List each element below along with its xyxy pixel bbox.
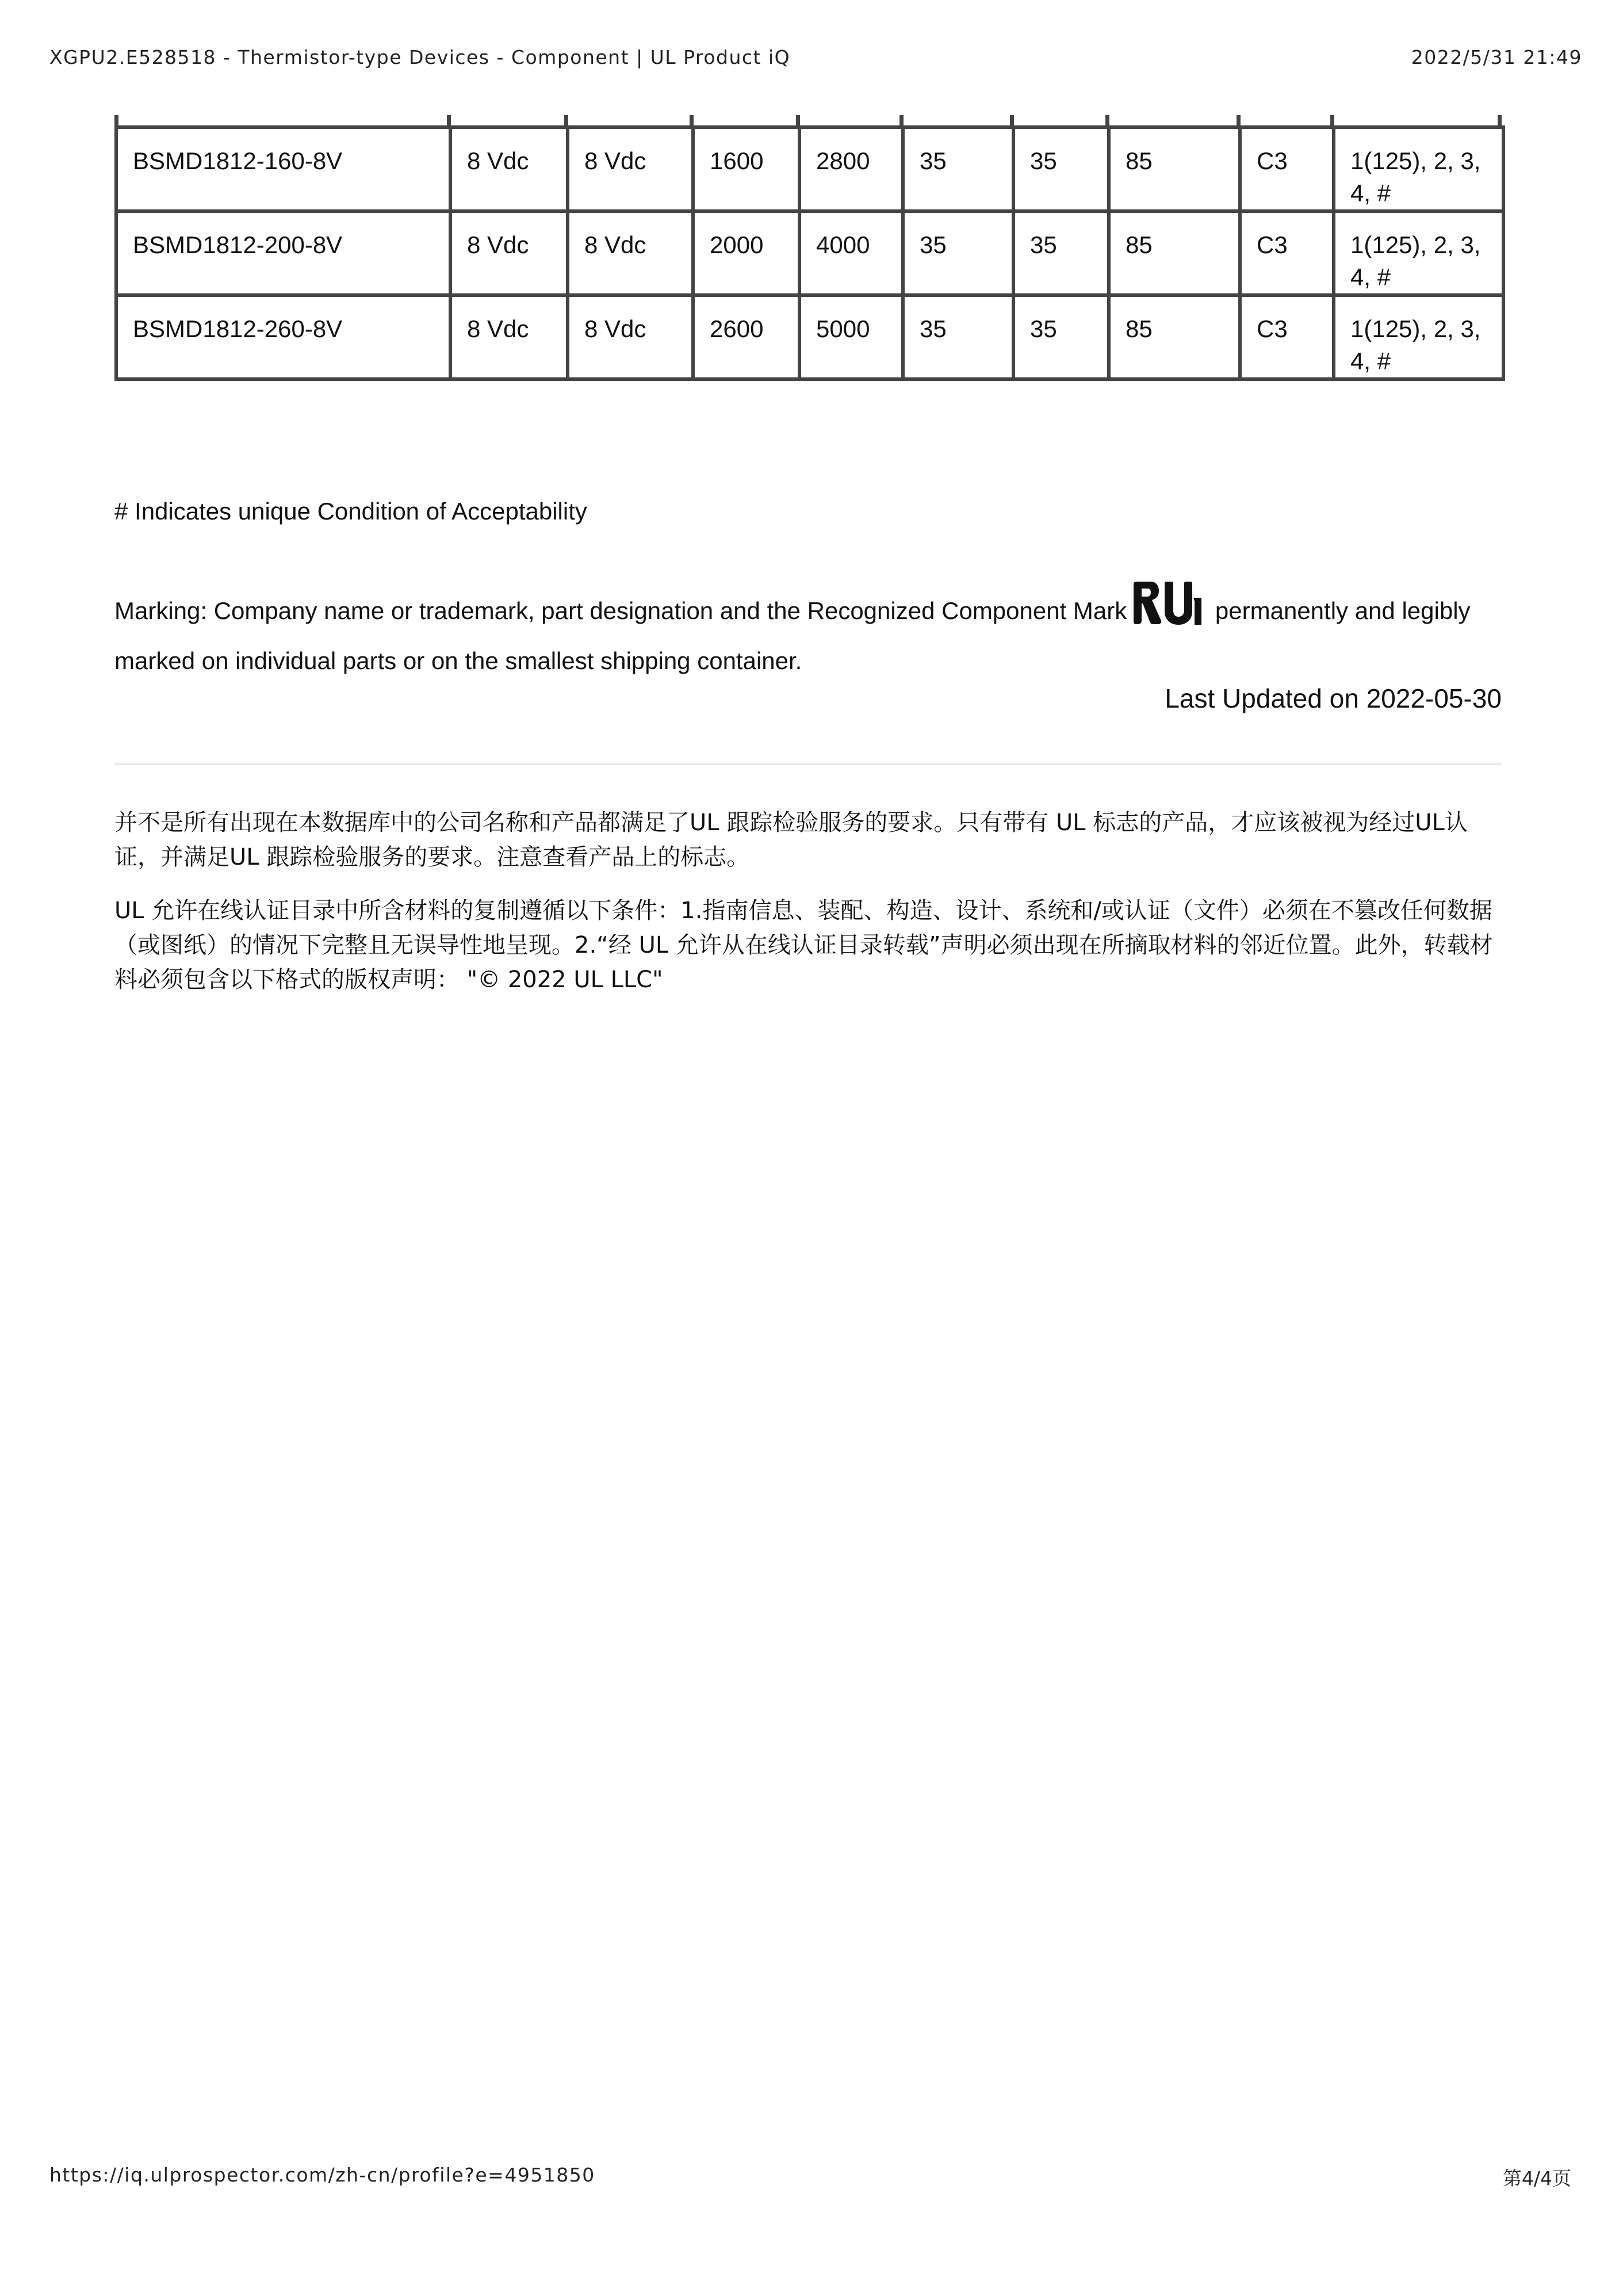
table-cell: 85 [1109, 211, 1240, 295]
disclaimer-paragraph-2: UL 允许在线认证目录中所含材料的复制遵循以下条件：1.指南信息、装配、构造、设计、系统和/或认证（文件）必须在不篡改任何数据（或图纸）的情况下完整且无误导性地呈现。2.“经 UL 允许从在线认证目录转载”声明必须出现在所摘取材料的邻近位置。此外，转载材料必须包含以下格式的版权声明： "© 2022 UL LLC" [114, 897, 1493, 993]
disclaimer-paragraph-1: 并不是所有出现在本数据库中的公司名称和产品都满足了UL 跟踪检验服务的要求。只有带有 UL 标志的产品，才应该被视为经过UL认证，并满足UL 跟踪检验服务的要求。注意查看产品上的标志。 [114, 809, 1468, 870]
section-divider [114, 763, 1502, 765]
table-cell: C3 [1240, 211, 1334, 295]
table-cell: BSMD1812-260-8V [116, 295, 450, 379]
table-cell: 35 [1013, 295, 1109, 379]
table-cell: 2800 [799, 127, 903, 211]
table-row [116, 211, 1503, 295]
table-cell: 8 Vdc [568, 295, 693, 379]
print-header-title: XGPU2.E528518 - Thermistor-type Devices - Component | UL Product iQ [49, 46, 791, 68]
table-cell: 35 [903, 295, 1013, 379]
table-cell: BSMD1812-200-8V [116, 211, 450, 295]
marking-paragraph [114, 584, 1506, 681]
table-cell: 8 Vdc [450, 295, 568, 379]
table-cell: 1(125), 2, 3, 4, # [1334, 295, 1503, 379]
table-row [116, 295, 1503, 379]
table-cell: 8 Vdc [450, 211, 568, 295]
table-cell: 2600 [693, 295, 799, 379]
marking-text-before: Marking: Company name or trademark, part designation and the Recognized Component Mark [114, 597, 1127, 625]
table-cell: 8 Vdc [568, 127, 693, 211]
table-cell: 8 Vdc [450, 127, 568, 211]
ul-recognized-component-mark-icon [1131, 580, 1203, 638]
table-cell: 5000 [799, 295, 903, 379]
table-cell: 85 [1109, 127, 1240, 211]
table-cell: 35 [903, 127, 1013, 211]
table-cell: 35 [1013, 211, 1109, 295]
marking-text-after: permanently and legibly marked on individual parts or on the smallest shipping container. [114, 597, 1471, 674]
table-cell: 8 Vdc [568, 211, 693, 295]
table-cell: 35 [903, 211, 1013, 295]
condition-of-acceptability-note: # Indicates unique Condition of Acceptability [114, 498, 587, 525]
table-cell: 1(125), 2, 3, 4, # [1334, 127, 1503, 211]
table-cell: C3 [1240, 127, 1334, 211]
table-cell: BSMD1812-160-8V [116, 127, 450, 211]
table-row [116, 127, 1503, 211]
table-cell: 4000 [799, 211, 903, 295]
table-cell: 1(125), 2, 3, 4, # [1334, 211, 1503, 295]
table-cell: 2000 [693, 211, 799, 295]
print-footer-url: https://iq.ulprospector.com/zh-cn/profile?e=4951850 [49, 2164, 595, 2186]
table-cell: 35 [1013, 127, 1109, 211]
table-cell: 1600 [693, 127, 799, 211]
ratings-table [114, 125, 1505, 381]
table-cell: 85 [1109, 295, 1240, 379]
last-updated-date: Last Updated on 2022-05-30 [1165, 683, 1502, 713]
print-footer-page-number: 第4/4页 [1502, 2167, 1571, 2190]
table-cell: C3 [1240, 295, 1334, 379]
print-header-datetime: 2022/5/31 21:49 [1411, 46, 1582, 68]
